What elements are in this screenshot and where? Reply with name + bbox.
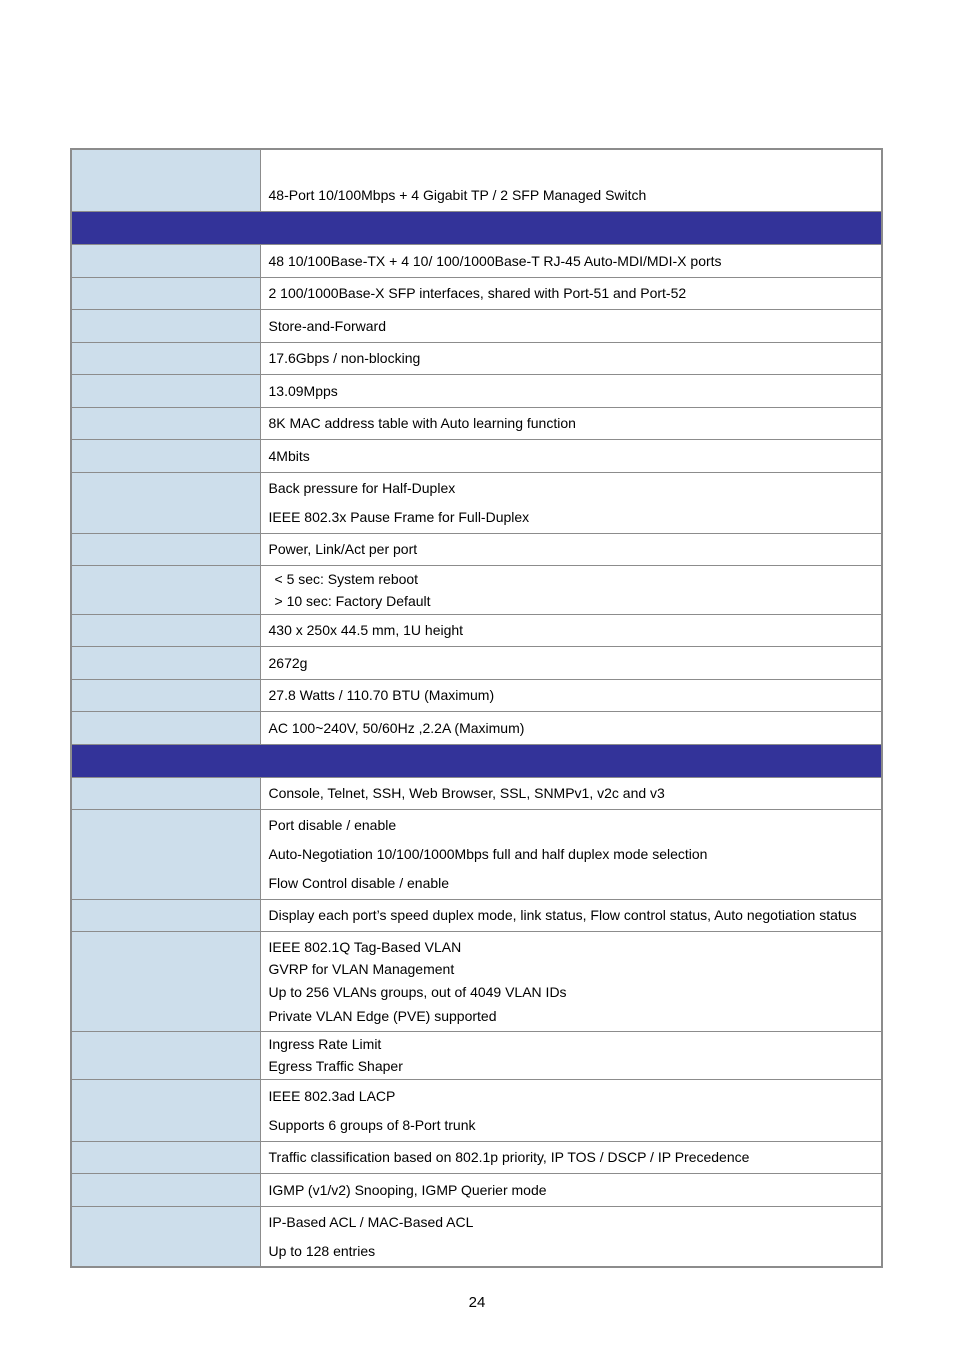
management-row	[71, 899, 882, 931]
hardware-row	[71, 342, 882, 374]
row-value-cell	[260, 277, 882, 309]
row-value-text: Store-and-Forward	[268, 317, 386, 334]
hardware-section-bar	[71, 211, 882, 244]
model-cell	[260, 149, 882, 211]
management-row	[71, 1141, 882, 1173]
row-value-cell	[260, 899, 882, 931]
row-value-text: < 5 sec: System reboot	[274, 570, 419, 587]
row-label-cell	[71, 1079, 260, 1141]
row-label-cell	[71, 407, 260, 439]
row-label-cell	[71, 342, 260, 374]
row-value-cell	[260, 407, 882, 439]
row-label-cell	[71, 809, 260, 899]
row-value-text: Supports 6 groups of 8-Port trunk	[268, 1116, 476, 1133]
row-label-cell	[71, 277, 260, 309]
management-row	[71, 809, 882, 899]
row-value-text: Auto-Negotiation 10/100/1000Mbps full and half duplex mode selection	[268, 846, 708, 862]
row-label-cell	[71, 374, 260, 407]
row-label-cell	[71, 931, 260, 1031]
row-value-cell	[260, 614, 882, 646]
row-value-text: 2 100/1000Base-X SFP interfaces, shared with Port-51 and Port-52	[268, 285, 687, 301]
row-value-text: 27.8 Watts / 110.70 BTU (Maximum)	[268, 687, 495, 703]
row-value-cell	[260, 533, 882, 565]
hardware-row	[71, 277, 882, 309]
row-label-cell	[71, 472, 260, 533]
hardware-section-header	[71, 211, 882, 244]
hardware-row	[71, 565, 882, 614]
model-row	[71, 149, 882, 211]
row-value-text: Up to 256 VLANs groups, out of 4049 VLAN IDs	[268, 983, 567, 1000]
row-value-text: AC 100~240V, 50/60Hz ,2.2A (Maximum)	[268, 719, 525, 736]
hardware-row	[71, 646, 882, 679]
row-value-cell	[260, 1079, 882, 1141]
row-value-text: IEEE 802.3x Pause Frame for Full-Duplex	[268, 509, 530, 525]
row-value-cell	[260, 1031, 882, 1079]
management-row	[71, 777, 882, 809]
row-value-cell	[260, 777, 882, 809]
hardware-row	[71, 472, 882, 533]
row-value-text: Ingress Rate Limit	[268, 1036, 382, 1052]
row-label-cell	[71, 1141, 260, 1173]
row-value-text: Traffic classification based on 802.1p priority, IP TOS / DSCP / IP Precedence	[268, 1149, 750, 1165]
management-row	[71, 931, 882, 1031]
row-value-text: Private VLAN Edge (PVE) supported	[268, 1007, 497, 1024]
row-label-cell	[71, 1206, 260, 1267]
row-value-text: 2672g	[268, 654, 308, 671]
row-value-text: Display each port’s speed duplex mode, link status, Flow control status, Auto negotiation status	[268, 907, 857, 923]
row-label-cell	[71, 711, 260, 744]
management-row	[71, 1031, 882, 1079]
row-value-text: Console, Telnet, SSH, Web Browser, SSL, SNMPv1, v2c and v3	[268, 785, 665, 801]
page-number: 24	[468, 1294, 486, 1311]
hardware-row	[71, 711, 882, 744]
row-label-cell	[71, 679, 260, 711]
management-row	[71, 1173, 882, 1206]
row-label-cell	[71, 614, 260, 646]
row-label-cell	[71, 646, 260, 679]
row-value-text: GVRP for VLAN Management	[268, 960, 455, 977]
row-value-text: Power, Link/Act per port	[268, 541, 418, 557]
row-label-cell	[71, 899, 260, 931]
row-value-cell	[260, 374, 882, 407]
row-value-text: IGMP (v1/v2) Snooping, IGMP Querier mode	[268, 1181, 547, 1198]
management-section-bar	[71, 744, 882, 777]
row-value-cell	[260, 1173, 882, 1206]
row-value-cell	[260, 309, 882, 342]
hardware-row	[71, 679, 882, 711]
hardware-row	[71, 374, 882, 407]
row-value-text: 13.09Mpps	[268, 382, 338, 399]
hardware-row	[71, 614, 882, 646]
row-label-cell	[71, 777, 260, 809]
row-value-text: 8K MAC address table with Auto learning function	[268, 415, 576, 431]
row-value-cell	[260, 472, 882, 533]
row-value-text: Flow Control disable / enable	[268, 875, 450, 891]
row-label-cell	[71, 565, 260, 614]
hardware-row	[71, 533, 882, 565]
row-value-text: 17.6Gbps / non-blocking	[268, 350, 421, 366]
hardware-row	[71, 439, 882, 472]
management-row	[71, 1206, 882, 1267]
row-label-cell	[71, 1173, 260, 1206]
row-value-cell	[260, 931, 882, 1031]
row-value-text: Egress Traffic Shaper	[268, 1058, 403, 1074]
row-value-text: Back pressure for Half-Duplex	[268, 480, 456, 496]
row-label-cell	[71, 533, 260, 565]
row-value-cell	[260, 244, 882, 277]
row-value-cell	[260, 679, 882, 711]
management-row	[71, 1079, 882, 1141]
row-value-cell	[260, 1141, 882, 1173]
row-value-text: > 10 sec: Factory Default	[274, 592, 431, 609]
model-text: 48-Port 10/100Mbps + 4 Gigabit TP / 2 SFP Managed Switch	[268, 186, 647, 203]
hardware-row	[71, 244, 882, 277]
row-value-text: 48 10/100Base-TX + 4 10/ 100/1000Base-T RJ-45 Auto-MDI/MDI-X ports	[268, 252, 722, 269]
row-value-cell	[260, 1206, 882, 1267]
row-label-cell	[71, 439, 260, 472]
row-value-text: IEEE 802.1Q Tag-Based VLAN	[268, 938, 462, 955]
row-value-text: Up to 128 entries	[268, 1242, 376, 1259]
row-value-cell	[260, 342, 882, 374]
hardware-row	[71, 309, 882, 342]
row-value-cell	[260, 809, 882, 899]
row-value-cell	[260, 565, 882, 614]
row-label-cell	[71, 244, 260, 277]
hardware-row	[71, 407, 882, 439]
row-value-cell	[260, 711, 882, 744]
row-value-text: Port disable / enable	[268, 817, 397, 833]
row-value-text: IEEE 802.3ad LACP	[268, 1087, 396, 1104]
row-label-cell	[71, 1031, 260, 1079]
row-label-cell	[71, 149, 260, 211]
row-value-cell	[260, 439, 882, 472]
row-value-cell	[260, 646, 882, 679]
row-value-text: IP-Based ACL / MAC-Based ACL	[268, 1213, 474, 1230]
spec-table	[70, 148, 883, 1268]
row-label-cell	[71, 309, 260, 342]
row-value-text: 4Mbits	[268, 447, 310, 464]
row-value-text: 430 x 250x 44.5 mm, 1U height	[268, 622, 464, 638]
management-section-header	[71, 744, 882, 777]
